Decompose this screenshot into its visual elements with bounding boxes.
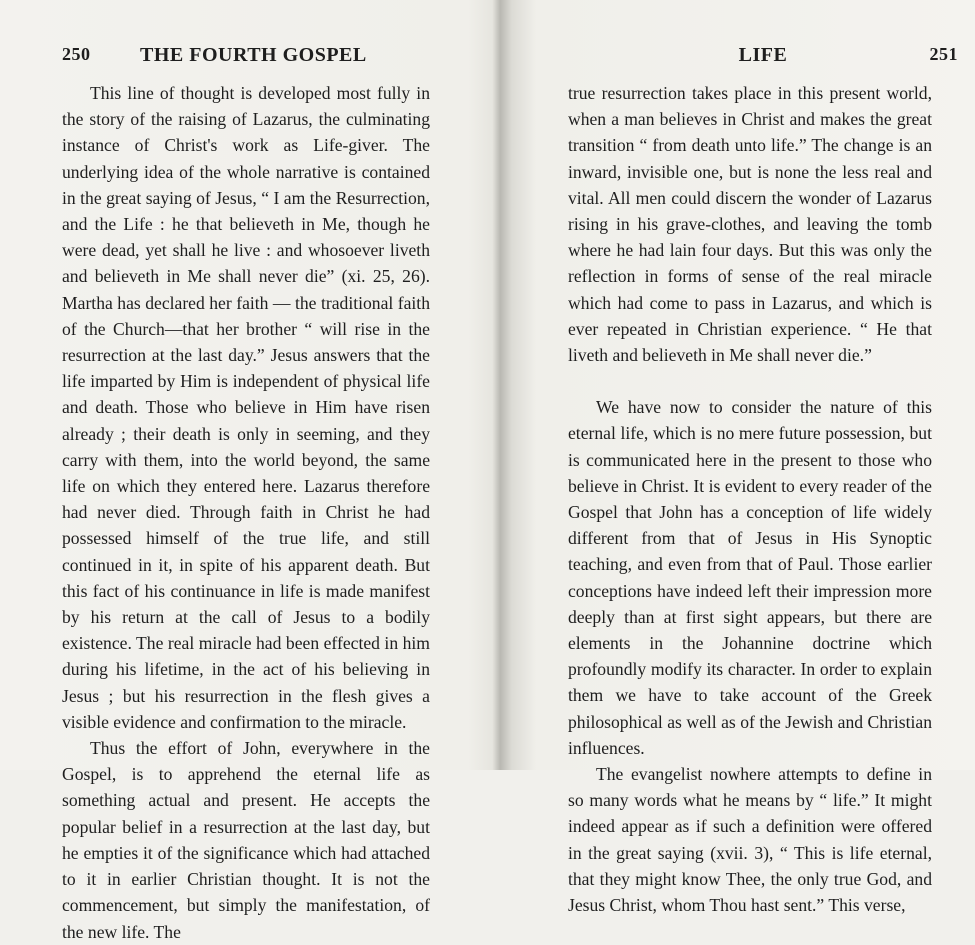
right-page-number: 251 [929,44,958,64]
left-body-text [62,80,430,945]
right-paragraph-1: true resurrection takes place in this present world, when a man believes in Christ and makes the great transition “ from death unto life.” The change is an inward, invisible one, but is none the less real and vital. All men could discern the wonder of Lazarus rising in his grave-clothes, and leaving the tomb where he had lain four days. But this was only the reflection in forms of sense of the real miracle which had come to pass in Lazarus, and which is ever repeated in Christian experience. “ He that liveth and believeth in Me shall never die.” [568,83,932,366]
left-running-head [62,44,452,72]
right-running-title: LIFE [738,44,788,66]
left-page-number: 250 [62,44,91,64]
left-paragraph-1: This line of thought is developed most fully in the story of the raising of Lazarus, the culminating instance of Christ's work as Life-giver. The underlying idea of the whole narrative is contained in the great saying of Jesus, “ I am the Resurrection, and the Life : he that believeth in Me, though he were dead, yet shall he live : and whosoever liveth and believeth in Me shall never die” (xi. 25, 26). Martha has declared her faith — the traditional faith of the Church—that her brother “ will rise in the resurrection at the last day.” Jesus answers that the life imparted by Him is independent of physical life and death. Those who believe in Him have risen already ; their death is only in seeming, and they carry with them, into the world beyond, the same life on which they entered here. Lazarus therefore had never died. Through faith in Christ he had possessed himself of the true life, and still continued in it, in spite of his apparent death. But this fact of his continuance in life is made manifest by his return at the call of Jesus to a bodily existence. The real miracle had been effected in him during his lifetime, in the act of his believing in Jesus ; but his resurrection in the flesh gives a visible evidence and confirmation to the miracle. [62,83,430,732]
right-paragraph-3: The evangelist nowhere attempts to define in so many words what he means by “ life.” It might indeed appear as if such a definition were offered in the great saying (xvii. 3), “ This is life eternal, that they might know Thee, the only true God, and Jesus Christ, whom Thou hast sent.” This verse, [568,764,932,916]
right-paragraph-2: We have now to consider the nature of this eternal life, which is no mere future possession, but is communicated here in the present to those who believe in Christ. It is evident to every reader of the Gospel that John has a conception of life widely different from that of Jesus in His Synoptic teaching, and even from that of Paul. Those earlier conceptions have indeed left their impression more deeply than at first sight appears, but there are elements in the Johannine doctrine which profoundly modify its character. In order to explain them we have to take account of the Greek philosophical as well as of the Jewish and Christian influences. [568,397,932,758]
right-running-head [568,44,958,72]
right-page [500,0,975,916]
left-running-title: THE FOURTH GOSPEL [140,44,367,66]
left-paragraph-2: Thus the effort of John, everywhere in the Gospel, is to apprehend the eternal life as something actual and present. He accepts the popular belief in a resurrection at the last day, but he empties it of the significance which had attached to it in earlier Christian thought. It is not the commencement, but simply the manifestation, of the new life. The [62,738,430,942]
right-body-text [568,80,932,918]
